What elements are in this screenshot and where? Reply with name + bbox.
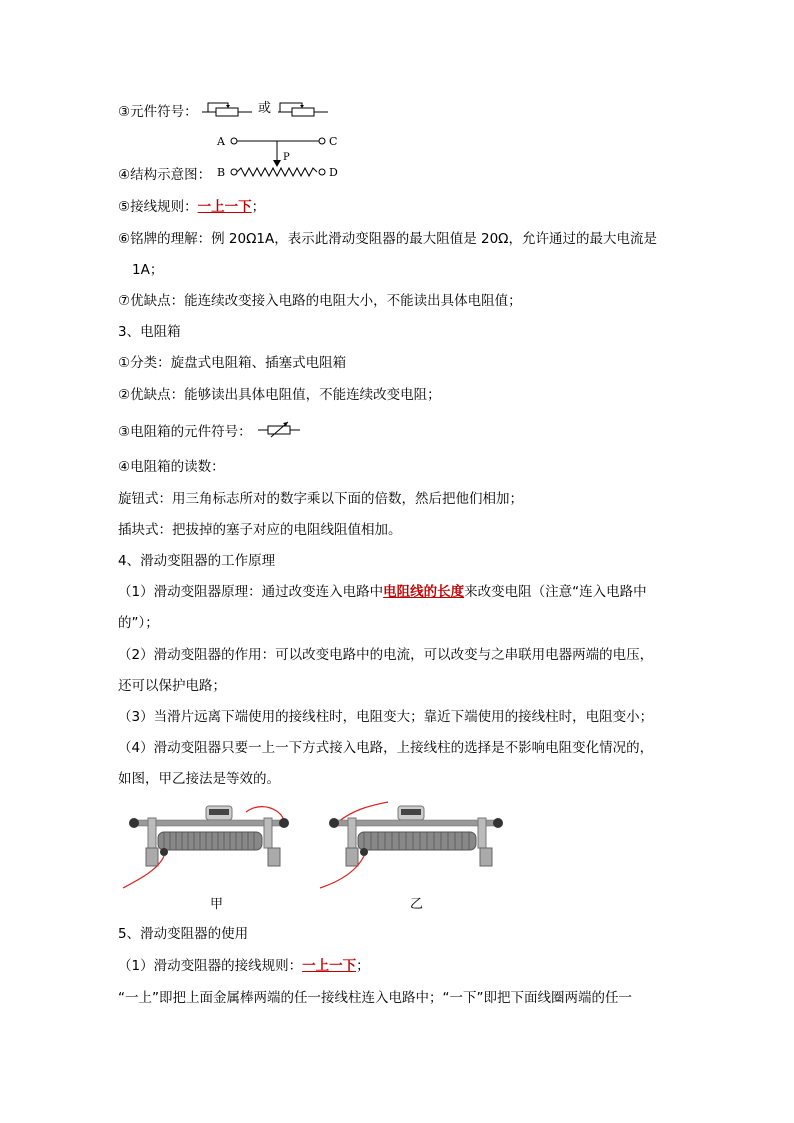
rheostat-photo-jia bbox=[118, 800, 298, 895]
section-4-heading: 4、滑动变阻器的工作原理 bbox=[118, 553, 276, 569]
or-text: 或 bbox=[258, 101, 272, 116]
label-c: C bbox=[329, 135, 338, 148]
photo-label-yi: 乙 bbox=[410, 897, 424, 912]
box-symbol-line: ③电阻箱的元件符号： bbox=[118, 424, 252, 440]
box-pros-cons-line: ②优缺点：能够读出具体电阻值，不能连续改变电阻； bbox=[118, 387, 441, 403]
rheostat-photo-yi bbox=[318, 800, 508, 895]
principle-line-cont: 的”）； bbox=[118, 615, 159, 631]
nameplate-line-cont: 1A； bbox=[132, 262, 164, 278]
label-a: A bbox=[217, 135, 225, 148]
usage-rule-highlight: 一上一下 bbox=[302, 958, 357, 974]
pros-cons-line: ⑦优缺点：能连续改变接入电路的电阻大小，不能读出具体电阻值； bbox=[118, 293, 522, 309]
function-line-cont: 还可以保护电路； bbox=[118, 678, 226, 694]
usage-explanation-line: “一上”即把上面金属棒两端的任一接线柱连入电路中；“一下”即把下面线圈两端的任一 bbox=[118, 990, 632, 1006]
rheostat-symbol-1-icon bbox=[202, 100, 252, 120]
equivalence-line: （4）滑动变阻器只要一上一下方式接入电路，上接线柱的选择是不影响电阻变化情况的， bbox=[118, 740, 654, 756]
usage-rule-line: （1）滑动变阻器的接线规则：一上一下； bbox=[118, 958, 370, 974]
knob-type-line: 旋钮式：用三角标志所对的数字乘以下面的倍数，然后把他们相加； bbox=[118, 491, 523, 507]
function-line: （2）滑动变阻器的作用：可以改变电路中的电流，可以改变与之串联用电器两端的电压， bbox=[118, 647, 654, 663]
principle-line: （1）滑动变阻器原理：通过改变连入电路中电阻线的长度来改变电阻（注意“连入电路中 bbox=[118, 584, 647, 600]
section-3-heading: 3、电阻箱 bbox=[118, 324, 181, 340]
photo-label-jia: 甲 bbox=[210, 897, 224, 912]
box-reading-line: ④电阻箱的读数： bbox=[118, 459, 225, 475]
resistance-box-symbol-icon bbox=[258, 418, 300, 440]
rheostat-symbol-2-icon bbox=[278, 100, 328, 120]
slider-rule-line: （3）当滑片远离下端使用的接线柱时，电阻变大；靠近下端使用的接线柱时，电阻变小； bbox=[118, 709, 654, 725]
wiring-rule-line: ⑤接线规则：一上一下； bbox=[118, 199, 266, 215]
section-5-heading: 5、滑动变阻器的使用 bbox=[118, 926, 249, 942]
classification-line: ①分类：旋盘式电阻箱、插塞式电阻箱 bbox=[118, 355, 347, 371]
principle-highlight: 电阻线的长度 bbox=[383, 584, 465, 600]
wiring-rule-highlight: 一上一下 bbox=[197, 199, 252, 215]
label-b: B bbox=[217, 166, 226, 179]
label-p: P bbox=[283, 152, 290, 163]
structure-diagram bbox=[215, 130, 345, 182]
label-d: D bbox=[329, 166, 338, 179]
nameplate-line: ⑥铭牌的理解：例 20Ω1A，表示此滑动变阻器的最大阻值是 20Ω，允许通过的最大电流是 bbox=[118, 231, 657, 247]
structure-line: ④结构示意图： bbox=[118, 167, 212, 183]
equivalence-line-cont: 如图，甲乙接法是等效的。 bbox=[118, 771, 280, 787]
symbol-line: ③元件符号： bbox=[118, 104, 198, 120]
plug-type-line: 插块式：把拔掉的塞子对应的电阻线阻值相加。 bbox=[118, 522, 402, 538]
